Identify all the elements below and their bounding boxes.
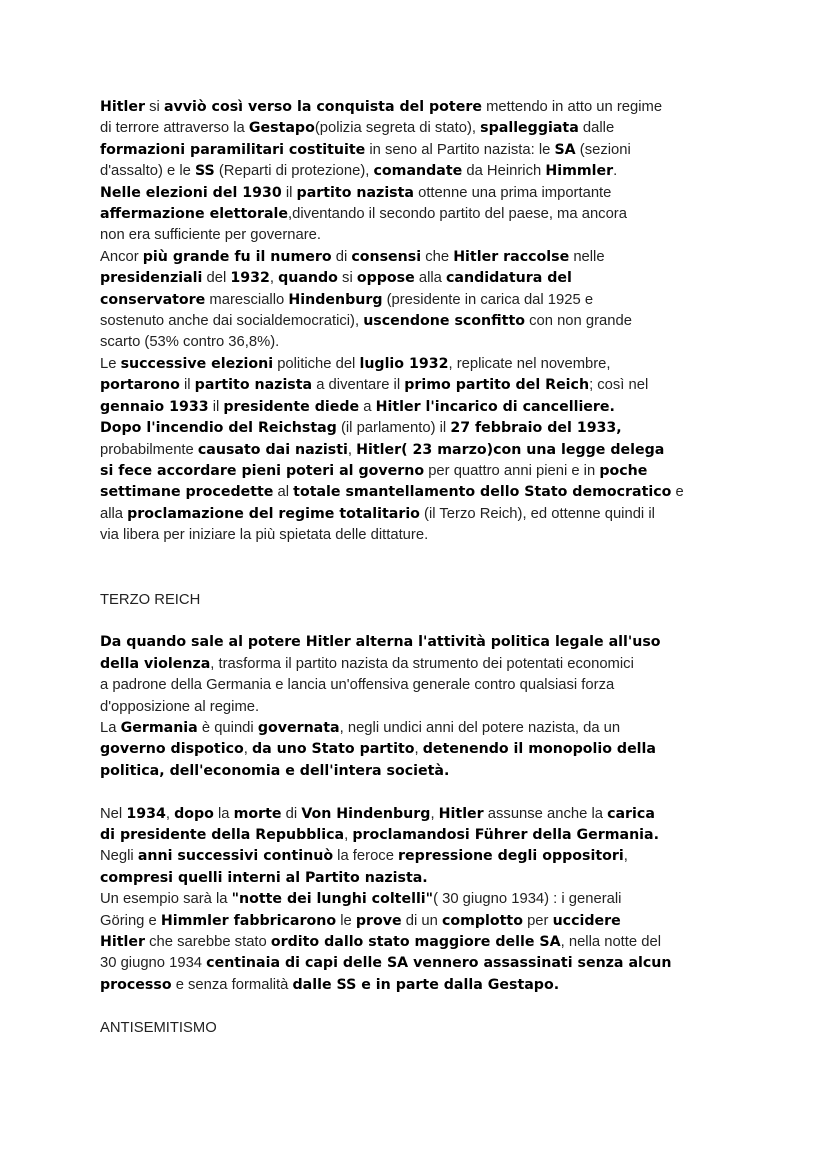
bold-text: uccidere — [552, 912, 621, 929]
bold-text: 1934 — [126, 805, 166, 822]
bold-text: processo — [100, 976, 172, 993]
paragraph-1934 — [100, 804, 740, 997]
text-run: e senza formalità — [171, 976, 293, 993]
bold-text: 27 febbraio del 1933, — [450, 420, 622, 437]
bold-text: SA — [554, 141, 576, 158]
text-run: ; così nel — [589, 377, 649, 394]
text-run: sostenuto anche dai socialdemocratici), — [100, 313, 364, 330]
text-run: Göring e — [100, 912, 161, 929]
text-line — [100, 675, 740, 696]
bold-text: settimane procedette — [100, 484, 274, 501]
text-run: , — [430, 805, 439, 822]
bold-text: governata — [257, 719, 340, 736]
text-run: (il Terzo Reich), ed ottenne quindi il — [419, 505, 655, 522]
text-run: alla — [100, 505, 128, 522]
bold-text: compresi quelli interni al Partito nazista. — [100, 869, 428, 886]
text-run: assunse anche la — [483, 805, 608, 822]
text-line — [100, 911, 740, 932]
bold-text: della violenza — [100, 655, 211, 672]
text-run: (polizia segreta di stato), — [314, 120, 481, 137]
text-run: (il parlamento) il — [336, 420, 451, 437]
bold-text: politica, dell'economia e dell'intera società. — [100, 762, 450, 779]
text-line — [100, 375, 740, 396]
text-run: Negli — [100, 848, 138, 865]
text-run: dalle — [578, 120, 615, 137]
text-run: che sarebbe stato — [145, 934, 271, 950]
text-run: , nella notte del — [560, 934, 661, 950]
text-run: maresciallo — [205, 291, 289, 308]
text-line — [100, 247, 740, 268]
bold-text: carica — [607, 805, 655, 822]
text-run: è quindi — [197, 719, 258, 736]
text-line — [100, 718, 740, 739]
text-line — [100, 525, 740, 546]
text-run: (Reparti di protezione), — [214, 163, 374, 180]
bold-text: luglio 1932 — [359, 355, 449, 372]
text-run: a diventare il — [312, 377, 405, 394]
bold-text: poche — [599, 462, 648, 479]
text-run: scarto (53% contro 36,8%). — [100, 334, 280, 351]
text-run: alla — [414, 270, 446, 287]
bold-text: Nelle elezioni del 1930 — [100, 184, 282, 201]
bold-text: partito nazista — [296, 184, 414, 201]
text-run: Un esempio sarà la — [100, 891, 232, 908]
text-run: (presidente in carica dal 1925 e — [382, 291, 594, 308]
bold-text: consensi — [351, 248, 422, 265]
bold-text: prove — [355, 912, 402, 929]
text-line — [100, 846, 740, 867]
bold-text: da uno Stato partito — [251, 741, 415, 758]
text-line — [100, 290, 740, 311]
text-line — [100, 118, 740, 139]
text-run: del — [202, 270, 231, 287]
bold-text: repressione degli oppositori — [398, 848, 624, 865]
text-line — [100, 932, 740, 953]
text-line — [100, 332, 740, 353]
bold-text: Von Hindenburg — [301, 805, 431, 822]
text-run: per — [522, 912, 553, 929]
text-line — [100, 225, 740, 246]
bold-text: morte — [233, 805, 282, 822]
heading-terzo-reich: TERZO REICH — [100, 591, 201, 608]
text-run: (sezioni — [575, 141, 631, 158]
text-line — [100, 761, 740, 782]
bold-text: detenendo il monopolio della — [422, 741, 656, 758]
text-run: , negli undici anni del potere nazista, da un — [339, 719, 621, 736]
text-run: non era sufficiente per governare. — [100, 227, 321, 244]
text-line — [100, 397, 740, 418]
text-run: La — [100, 719, 121, 736]
text-line — [100, 440, 740, 461]
text-line — [100, 183, 740, 204]
text-run: di — [331, 248, 352, 265]
text-run: mettendo in atto un regime — [481, 99, 663, 115]
bold-text: conservatore — [100, 291, 206, 308]
text-run: di — [281, 805, 302, 822]
bold-text: spalleggiata — [480, 120, 579, 137]
heading-antisemitismo: ANTISEMITISMO — [100, 1019, 217, 1036]
bold-text: comandate — [373, 163, 463, 180]
bold-text: Himmler fabbricarono — [160, 912, 337, 929]
text-run: in seno al Partito nazista: le — [365, 141, 555, 158]
bold-text: totale smantellamento dello Stato democratico — [293, 484, 672, 501]
text-line — [100, 97, 740, 118]
text-run: Le — [100, 355, 121, 372]
bold-text: di presidente della Repubblica — [100, 826, 345, 843]
bold-text: si fece accordare pieni poteri al governo — [100, 462, 425, 479]
text-run: le — [336, 912, 356, 929]
text-run: probabilmente — [100, 441, 198, 458]
bold-text: presidente diede — [223, 398, 360, 415]
paragraph-hitler-rise — [100, 97, 740, 547]
text-run: la — [213, 805, 234, 822]
text-line — [100, 654, 740, 675]
bold-text: candidatura del — [446, 270, 572, 287]
text-run: , — [347, 441, 357, 458]
text-line — [100, 461, 740, 482]
text-run: il — [179, 377, 195, 394]
text-run: , — [165, 805, 175, 822]
text-run: , — [344, 826, 353, 843]
document-page — [100, 97, 740, 1039]
bold-text: Hitler — [100, 99, 146, 115]
text-run: si — [145, 99, 164, 115]
bold-text: Da quando sale al potere Hitler alterna l'attività politica legale all'uso — [100, 634, 661, 651]
text-run: , — [414, 741, 423, 758]
bold-text: SS — [194, 163, 215, 180]
bold-text: Hitler( 23 marzo)con una legge delega — [356, 441, 665, 458]
bold-text: Hitler — [100, 934, 146, 950]
bold-text: anni successivi continuò — [137, 848, 334, 865]
bold-text: partito nazista — [194, 377, 313, 394]
text-line — [100, 632, 740, 653]
text-run: a — [359, 398, 376, 415]
text-run: per quattro anni pieni e in — [424, 462, 600, 479]
text-line — [100, 504, 740, 525]
bold-text: causato dai nazisti — [197, 441, 348, 458]
text-run: Ancor — [100, 248, 143, 265]
text-line — [100, 161, 740, 182]
bold-text: gennaio 1933 — [100, 398, 209, 415]
text-run: via libera per iniziare la più spietata delle dittature. — [100, 527, 429, 544]
text-run: d'assalto) e le — [100, 163, 195, 180]
text-line — [100, 482, 740, 503]
text-line — [100, 739, 740, 760]
bold-text: Germania — [120, 719, 198, 736]
text-line — [100, 140, 740, 161]
bold-text: Himmler — [545, 163, 614, 180]
text-run: di terrore attraverso la — [100, 120, 249, 137]
text-line — [100, 204, 740, 225]
text-run: , trasforma il partito nazista da strumento dei potentati economici — [210, 655, 634, 672]
text-line — [100, 268, 740, 289]
text-run: , — [243, 741, 252, 758]
text-line — [100, 889, 740, 910]
text-run: ( 30 giugno 1934) : i generali — [433, 891, 622, 908]
text-run: che — [421, 248, 454, 265]
text-run: il — [208, 398, 224, 415]
text-run: politiche del — [273, 355, 360, 372]
text-line — [100, 804, 740, 825]
bold-text: Hindenburg — [288, 291, 383, 308]
bold-text: proclamandosi Führer della Germania. — [352, 826, 660, 843]
bold-text: 1932 — [230, 270, 270, 287]
text-run: Nel — [100, 805, 127, 822]
bold-text: presidenziali — [100, 270, 203, 287]
bold-text: complotto — [441, 912, 523, 929]
text-run: il — [281, 184, 297, 201]
bold-text: portarono — [100, 377, 180, 394]
text-line — [100, 825, 740, 846]
text-run: , — [269, 270, 279, 287]
text-run: 30 giugno 1934 — [100, 955, 207, 972]
bold-text: ordito dallo stato maggiore delle SA — [270, 934, 561, 950]
bold-text: primo partito del Reich — [404, 377, 590, 394]
bold-text: Dopo l'incendio del Reichstag — [100, 420, 337, 437]
text-run: ottenne una prima importante — [413, 184, 612, 201]
text-line — [100, 975, 740, 996]
bold-text: proclamazione del regime totalitario — [127, 505, 420, 522]
text-run: . — [613, 163, 618, 180]
text-line — [100, 868, 740, 889]
text-run: e — [671, 484, 684, 501]
bold-text: quando — [278, 270, 338, 287]
text-line — [100, 354, 740, 375]
text-run: da Heinrich — [462, 163, 546, 180]
bold-text: affermazione elettorale — [100, 206, 289, 223]
bold-text: governo dispotico — [100, 741, 244, 758]
bold-text: Hitler raccolse — [453, 248, 570, 265]
bold-text: successive elezioni — [120, 355, 274, 372]
bold-text: Hitler l'incarico di cancelliere. — [375, 398, 615, 415]
bold-text: avviò così verso la conquista del potere — [163, 99, 482, 115]
bold-text: Hitler — [438, 805, 484, 822]
text-run: la feroce — [333, 848, 399, 865]
text-run: a padrone della Germania e lancia un'offensiva generale contro qualsiasi forza — [100, 677, 615, 694]
bold-text: Gestapo — [248, 120, 315, 137]
bold-text: dalle SS e in parte dalla Gestapo. — [292, 976, 560, 993]
bold-text: centinaia di capi delle SA vennero assassinati senza alcun — [206, 955, 672, 972]
text-run: ,diventando il secondo partito del paese, ma ancora — [288, 206, 627, 223]
paragraph-terzo-reich — [100, 632, 740, 782]
text-run: di un — [401, 912, 442, 929]
text-line — [100, 311, 740, 332]
text-run: con non grande — [524, 313, 632, 330]
text-line — [100, 953, 740, 974]
text-run: nelle — [569, 248, 605, 265]
bold-text: dopo — [174, 805, 214, 822]
text-run: al — [273, 484, 294, 501]
bold-text: uscendone sconfitto — [363, 313, 525, 330]
text-run: , replicate nel novembre, — [448, 355, 611, 372]
text-run: si — [337, 270, 357, 287]
bold-text: oppose — [356, 270, 415, 287]
text-run: , — [623, 848, 628, 865]
bold-text: formazioni paramilitari costituite — [100, 141, 366, 158]
text-line — [100, 418, 740, 439]
bold-text: più grande fu il numero — [142, 248, 332, 265]
bold-text: "notte dei lunghi coltelli" — [231, 891, 434, 908]
text-line — [100, 697, 740, 718]
text-run: d'opposizione al regime. — [100, 698, 260, 715]
